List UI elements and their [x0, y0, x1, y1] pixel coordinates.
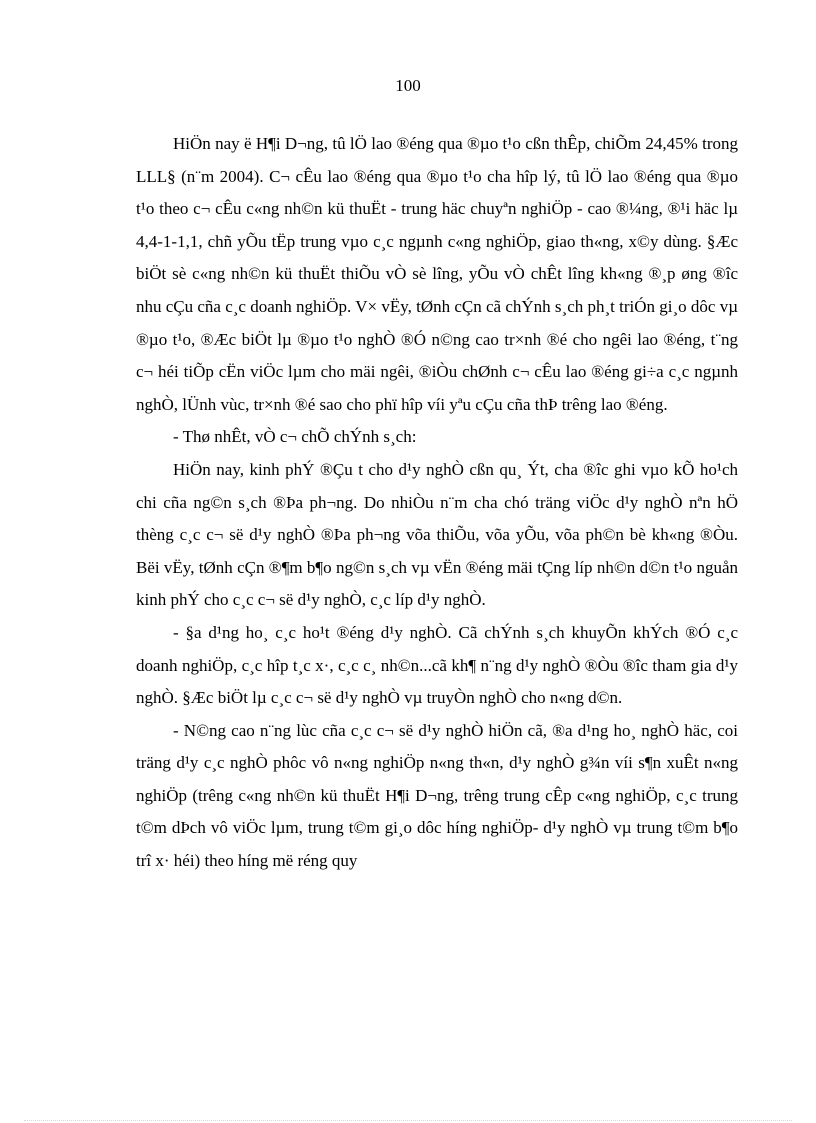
- page-number: 100: [395, 76, 421, 95]
- paragraph-diversify-training: - §a d¹ng ho¸ c¸c ho¹t ®éng d¹y nghÒ. Cã chÝnh s¸ch khuyÕn khÝch ®Ó c¸c doanh nghiÖp, c¸c hîp t¸c x·, c¸c c¸ nh©n...cã kh¶ n¨ng d¹y nghÒ ®Òu ®îc tham gia d¹y nghÒ. §Æc biÖt lµ c¸c c¬ së d¹y nghÒ vµ truyÒn nghÒ cho n«ng d©n.: [136, 622, 738, 708]
- paragraph-labor-training: HiÖn nay ë H¶i D¬ng, tû lÖ lao ®éng qua ®µo t¹o cßn thÊp, chiÕm 24,45% trong LLL§ (n¨m 2004). C¬ cÊu lao ®éng qua ®µo t¹o cha hîp lý, tû lÖ lao ®éng qua ®µo t¹o theo c¬ cÊu c«ng nh©n kü thuËt - trung häc chuyªn nghiÖp - cao ®¼ng, ®¹i häc lµ 4,4-1-1,1, chñ yÕu tËp trung vµo c¸c ngµnh c«ng nghiÖp, giao th«ng, x©y dùng. §Æc biÖt sè c«ng nh©n kü thuËt thiÕu vÒ sè lîng, yÕu vÒ chÊt lîng kh«ng ®¸p øng ®îc nhu cÇu cña c¸c doanh nghiÖp. V× vËy, tØnh cÇn cã chÝnh s¸ch ph¸t triÓn gi¸o dôc vµ ®µo t¹o, ®Æc biÖt lµ ®µo t¹o nghÒ ®Ó n©ng cao tr×nh ®é cho ngêi lao ®éng, t¨ng c¬ héi tiÕp cËn viÖc lµm cho mäi ngêi, ®iÒu chØnh c¬ cÊu lao ®éng gi÷a c¸c ngµnh nghÒ, lÜnh vùc, tr×nh ®é sao cho phï hîp víi yªu cÇu cña thÞ trêng lao ®éng.: [136, 134, 738, 414]
- paragraph-policy-heading: - Thø nhÊt, vÒ c¬ chÕ chÝnh s¸ch:: [173, 427, 417, 447]
- body-text: [136, 128, 738, 878]
- paragraph-vocational-funding: HiÖn nay, kinh phÝ ®Çu t cho d¹y nghÒ cßn qu¸ Ýt, cha ®îc ghi vµo kÕ ho¹ch chi cña ng©n s¸ch ®Þa ph¬ng. Do nhiÒu n¨m cha chó träng viÖc d¹y nghÒ nªn hÖ thèng c¸c c¬ së d¹y nghÒ ®Þa ph¬ng võa thiÕu, võa yÕu, võa ph©n bè kh«ng ®Òu. Bëi vËy, tØnh cÇn ®¶m b¶o ng©n s¸ch vµ vËn ®éng mäi tÇng líp nh©n d©n t¹o nguån kinh phÝ cho c¸c c¬ së d¹y nghÒ, c¸c líp d¹y nghÒ.: [136, 459, 738, 610]
- footer-divider: [24, 1120, 792, 1121]
- paragraph-capacity-building: - N©ng cao n¨ng lùc cña c¸c c¬ së d¹y nghÒ hiÖn cã, ®a d¹ng ho¸ nghÒ häc, coi träng d¹y c¸c nghÒ phôc vô n«ng nghiÖp n«ng th«n, d¹y nghÒ g¾n víi s¶n xuÊt n«ng nghiÖp (trêng c«ng nh©n kü thuËt H¶i D¬ng, trêng trung cÊp c«ng nghiÖp, c¸c trung t©m dÞch vô viÖc lµm, trung t©m gi¸o dôc híng nghiÖp- d¹y nghÒ vµ trung t©m b¶o trî x· héi) theo híng më réng quy: [136, 720, 738, 871]
